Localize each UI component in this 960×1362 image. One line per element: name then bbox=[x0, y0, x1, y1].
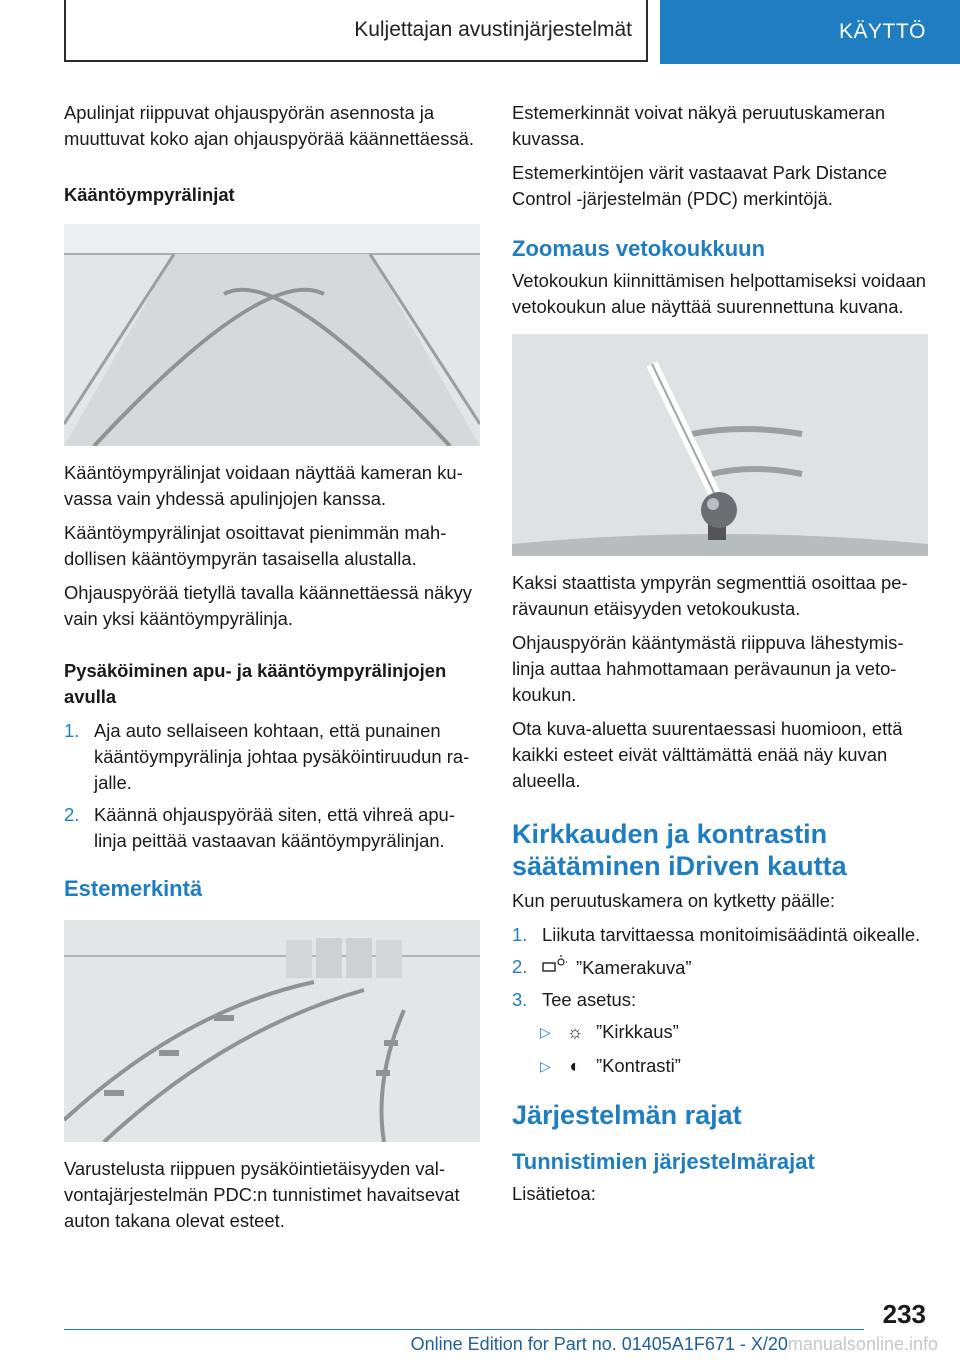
subheading-parking: Pysäköiminen apu- ja kääntöympyrälinjojen avulla bbox=[64, 660, 447, 707]
page-number: 233 bbox=[882, 1299, 926, 1329]
step-text: ”Kamerakuva” bbox=[576, 957, 692, 978]
camera-icon bbox=[542, 954, 568, 981]
brightness-intro: Kun peruutuskamera on kytketty päälle: bbox=[512, 890, 836, 911]
substep-text: ”Kontrasti” bbox=[596, 1055, 681, 1076]
heading-zoom: Zoomaus vetokoukkuun bbox=[512, 236, 766, 261]
header-section-title bbox=[64, 0, 648, 62]
header-tab bbox=[660, 0, 960, 64]
left-column bbox=[64, 100, 480, 1242]
turning-lines-p1: Kääntöympyrälinjat voidaan näyttää kameran kuvassa vain yhdessä apulinjojen kanssa. bbox=[64, 462, 463, 509]
watermark: manualsonline.info bbox=[787, 1334, 938, 1354]
obstacle-camera-p2: Estemerkintöjen värit vastaavat Park Distance Control -järjestelmän (PDC) merkintöjä. bbox=[512, 162, 888, 209]
right-column bbox=[512, 100, 928, 1215]
more-info: Lisätietoa: bbox=[512, 1183, 596, 1204]
turning-lines-p3: Ohjauspyörää tietyllä tavalla käännettäessä näkyy vain yksi kääntöympyrälinja. bbox=[64, 582, 472, 629]
obstacle-camera-p1: Estemerkinnät voivat näkyä peruutuskameran kuvassa. bbox=[512, 102, 886, 149]
brightness-steps bbox=[512, 922, 928, 1013]
turning-lines-p2: Kääntöympyrälinjat osoittavat pienimmän mahdollisen kääntöympyrän tasaisella alustalla. bbox=[64, 522, 447, 569]
parking-steps bbox=[64, 718, 480, 854]
triangle-icon: ▷ bbox=[540, 1024, 551, 1040]
obstacle-paragraph: Varustelusta riippuen pysäköintietäisyyden valvontajärjestelmän PDC:n tunnistimet havaitsevat auton takana olevat esteet. bbox=[64, 1158, 460, 1231]
tow-hitch-image bbox=[512, 334, 928, 556]
contrast-icon: ◐ bbox=[569, 1055, 581, 1076]
step-number: 1. bbox=[64, 720, 80, 741]
list-item bbox=[512, 922, 928, 948]
heading-obstacle-marking: Estemerkintä bbox=[64, 876, 203, 901]
step-number: 2. bbox=[64, 804, 80, 825]
substep-contrast bbox=[512, 1053, 928, 1079]
turning-lines-image bbox=[64, 224, 480, 446]
step-text: Käännä ohjauspyörää siten, että vihreä apulinja peittää vastaavan kääntöympyrälinjan. bbox=[94, 804, 455, 851]
obstacle-marking-image bbox=[64, 920, 480, 1142]
substep-text: ”Kirkkaus” bbox=[596, 1021, 679, 1042]
brightness-icon: ☼ bbox=[566, 1021, 584, 1042]
list-item bbox=[512, 954, 928, 981]
step-text: Liikuta tarvittaessa monitoimisäädintä oikealle. bbox=[542, 924, 921, 945]
zoom-paragraph: Vetokoukun kiinnittämisen helpottamiseksi voidaan vetokoukun alue näyttää suurennettuna kuvana. bbox=[512, 270, 927, 317]
heading-sensor-limits: Tunnistimien järjestelmärajat bbox=[512, 1149, 815, 1174]
zoom-p5: Ohjauspyörän kääntymästä riippuva lähestymislinja auttaa hahmottamaan perävaunun ja vetokoukun. bbox=[512, 632, 904, 705]
footer bbox=[64, 1334, 960, 1355]
header-tab-label: KÄYTTÖ bbox=[838, 20, 926, 43]
step-text: Aja auto sellaiseen kohtaan, että punainen kääntöympyrälinja johtaa pysäköintiruudun rajalle. bbox=[94, 720, 470, 793]
list-item bbox=[64, 718, 480, 796]
subheading-turning-lines: Kääntöympyrälinjat bbox=[64, 184, 235, 205]
list-item bbox=[512, 987, 928, 1013]
step-number: 1. bbox=[512, 924, 528, 945]
substep-brightness bbox=[512, 1019, 928, 1045]
step-text: Tee asetus: bbox=[542, 989, 637, 1010]
intro-paragraph: Apulinjat riippuvat ohjauspyörän asennosta ja muuttuvat koko ajan ohjauspyörää käännettäessä. bbox=[64, 102, 474, 149]
list-item bbox=[64, 802, 480, 854]
footer-divider bbox=[64, 1329, 864, 1330]
footer-text: Online Edition for Part no. 01405A1F671 - X/20 bbox=[410, 1334, 788, 1354]
heading-brightness-contrast: Kirkkauden ja kontrastin säätäminen iDriven kautta bbox=[512, 819, 847, 881]
step-number: 2. bbox=[512, 956, 528, 977]
triangle-icon: ▷ bbox=[540, 1058, 551, 1074]
step-number: 3. bbox=[512, 989, 528, 1010]
heading-system-limits: Järjestelmän rajat bbox=[512, 1100, 742, 1130]
zoom-p6: Ota kuva-aluetta suurentaessasi huomioon, että kaikki esteet eivät välttämättä enää näy kuvan alueella. bbox=[512, 718, 903, 791]
zoom-p4: Kaksi staattista ympyrän segmenttiä osoittaa perävaunun etäisyyden vetokoukusta. bbox=[512, 572, 908, 619]
header-section-label: Kuljettajan avustinjärjestelmät bbox=[354, 18, 632, 41]
